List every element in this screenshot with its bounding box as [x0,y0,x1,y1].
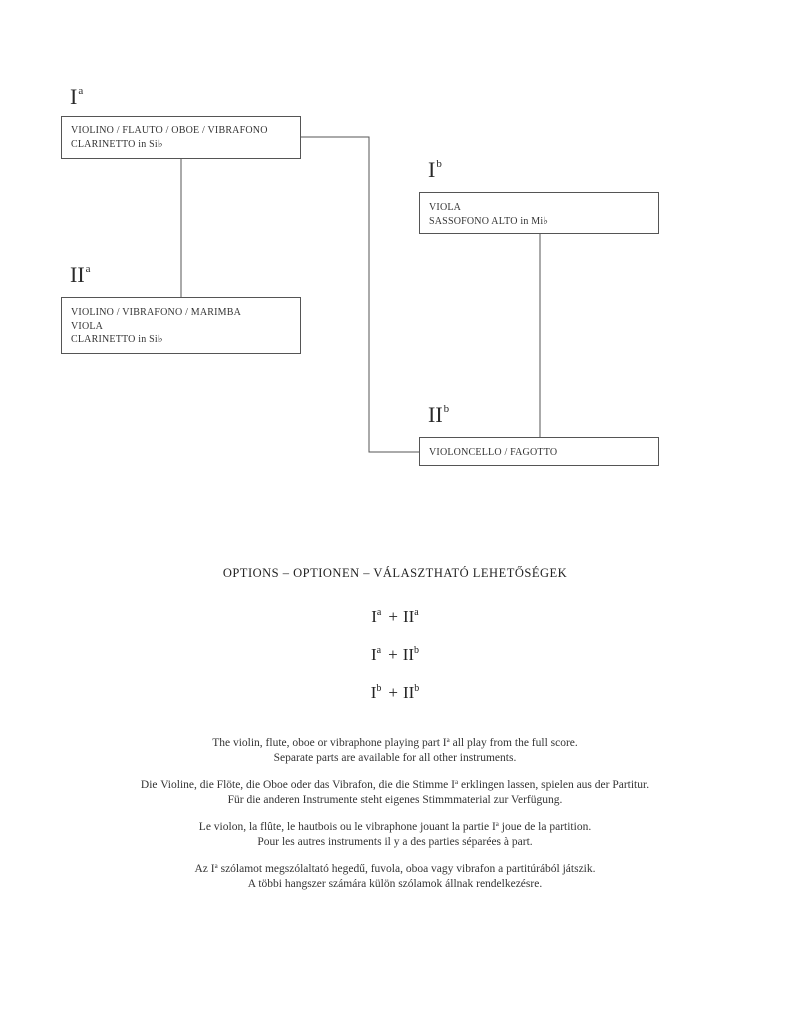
instrument-line: VIOLA [429,202,462,213]
instrument-line: VIOLA [71,320,104,332]
combo-superscript: b [414,645,420,656]
part-label-iia [70,264,91,286]
combo-part: II [402,645,415,664]
combo-superscript: b [414,683,420,694]
part-box-iib [419,437,659,466]
part-superscript: b [443,403,450,415]
combination-2 [0,645,790,665]
note-german [0,775,790,807]
combo-part: II [402,607,415,626]
combo-superscript: b [376,683,382,694]
part-superscript: a [78,85,84,97]
combo-superscript: a [414,607,419,618]
connector-ia-iib [301,137,419,452]
note-line: Separate parts are available for all other instruments. [273,751,517,764]
part-roman: II [428,402,443,427]
part-label-ib [428,159,442,181]
instrument-line: VIOLONCELLO / FAGOTTO [429,447,558,458]
instrument-line: SASSOFONO ALTO in Mi♭ [429,215,549,227]
note-line: The violin, flute, oboe or vibraphone playing part $I^a$ all play from the full score. [212,736,578,749]
note-english [0,733,790,765]
combo-superscript: a [376,607,382,618]
instrument-line: VIOLINO / VIBRAFONO / MARIMBA [71,307,242,318]
part-label-ia [70,86,83,108]
part-superscript: a [85,263,91,275]
combo-plus: + [388,645,398,664]
instrument-line: CLARINETTO in Si♭ [71,334,163,345]
note-line: Für die anderen Instrumente steht eigenes Stimmmaterial zur Verfügung. [227,793,563,806]
part-box-ia [61,116,301,159]
part-box-iia [61,297,301,354]
combo-part: I [370,683,377,702]
part-box-ib [419,192,659,234]
note-line: Die Violine, die Flöte, die Oboe oder das Vibrafon, die die Stimme $I^a$ erklingen lassen, spielen aus der Partitur. [140,778,650,791]
note-line: A többi hangszer számára külön szólamok állnak rendelkezésre. [247,877,543,890]
note-line: Le violon, la flûte, le hautbois ou le vibraphone jouant la partie $I^a$ joue de la partition. [198,820,592,833]
instrument-line: VIOLINO / FLAUTO / OBOE / VIBRAFONO [71,125,268,136]
combination-1 [0,607,790,627]
note-line: Az $I^a$ szólamot megszólaltató hegedű, fuvola, oboa vagy vibrafon a partitúrából játszik. [194,862,596,875]
combo-part: II [402,683,415,702]
part-label-iib [428,404,449,426]
part-roman: I [70,84,78,109]
note-line: Pour les autres instruments il y a des parties séparées à part. [257,835,533,848]
combo-plus: + [388,607,398,626]
part-roman: II [70,262,85,287]
options-title: OPTIONS – OPTIONEN – VÁLASZTHATÓ LEHETŐSÉGEK [222,566,568,580]
combination-3 [0,683,790,703]
note-french [0,817,790,849]
combo-part: I [370,645,377,664]
note-hungarian [0,859,790,891]
combo-superscript: a [376,645,382,656]
instrument-line: CLARINETTO in Si♭ [71,138,163,150]
combo-plus: + [388,683,398,702]
combo-part: I [371,607,377,626]
part-superscript: b [436,158,442,170]
part-roman: I [428,157,436,182]
